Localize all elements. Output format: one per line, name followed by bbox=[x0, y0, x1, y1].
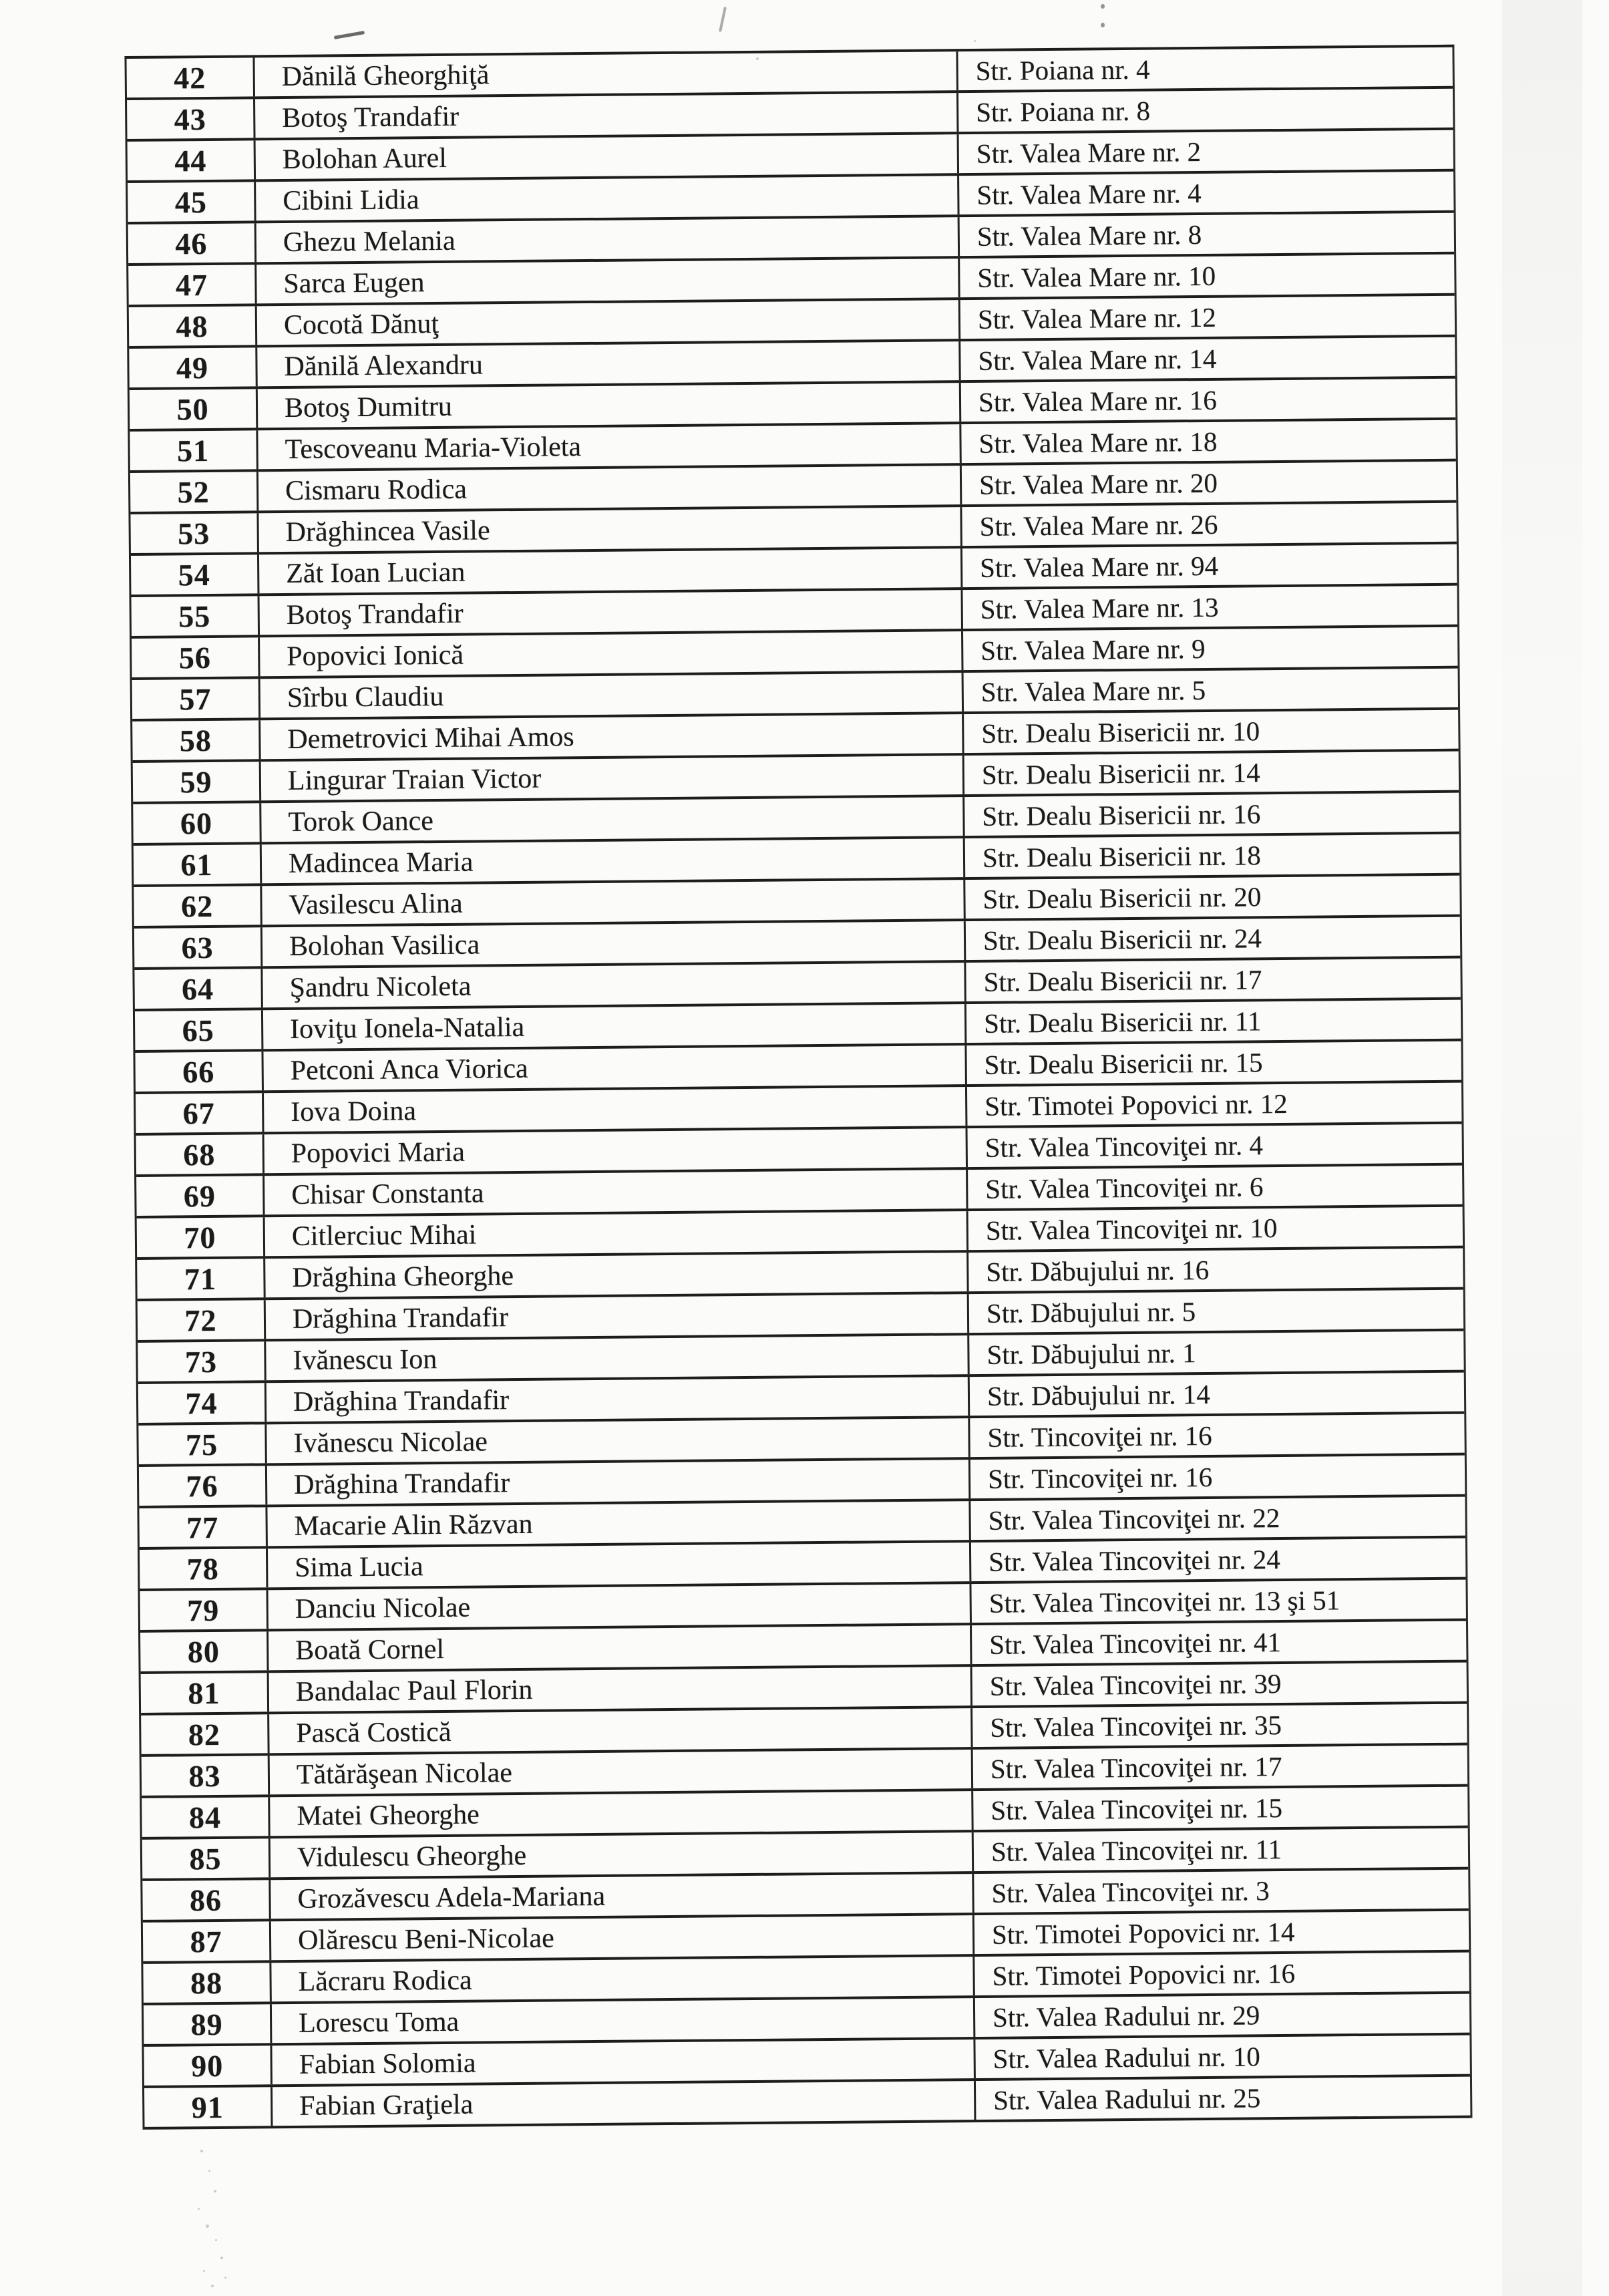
street-address: Str. Dealu Bisericii nr. 16 bbox=[982, 798, 1261, 832]
person-name: Iova Doina bbox=[264, 1087, 967, 1132]
row-number: 82 bbox=[141, 1714, 269, 1754]
row-number: 69 bbox=[136, 1176, 264, 1216]
street-address: Str. Valea Tincoviţei nr. 13 şi 51 bbox=[989, 1585, 1340, 1619]
person-name: Citlerciuc Mihai bbox=[265, 1211, 968, 1256]
street-address: Str. Valea Tincoviţei nr. 4 bbox=[985, 1130, 1264, 1163]
row-number: 52 bbox=[130, 472, 258, 512]
row-number: 71 bbox=[137, 1259, 265, 1299]
row-number: 42 bbox=[126, 57, 254, 98]
street-address: Str. Valea Mare nr. 20 bbox=[978, 467, 1218, 500]
person-name: Botoş Trandafir bbox=[255, 93, 958, 138]
street-address: Str. Valea Tincoviţei nr. 35 bbox=[990, 1709, 1282, 1743]
person-name: Vasilescu Alina bbox=[262, 880, 965, 925]
street-address: Str. Valea Mare nr. 26 bbox=[979, 508, 1218, 542]
person-name: Bandalac Paul Florin bbox=[269, 1667, 972, 1711]
row-number: 89 bbox=[144, 2004, 272, 2044]
person-name: Cismaru Rodica bbox=[258, 466, 962, 510]
street-address: Str. Dealu Bisericii nr. 20 bbox=[982, 881, 1262, 915]
row-number: 90 bbox=[144, 2045, 272, 2086]
street-address: Str. Valea Mare nr. 18 bbox=[978, 426, 1218, 459]
scan-speck-artifact bbox=[974, 40, 976, 42]
row-number: 91 bbox=[144, 2087, 273, 2127]
row-number: 77 bbox=[139, 1507, 267, 1547]
row-number: 43 bbox=[127, 99, 255, 139]
person-name: Popovici Ionică bbox=[260, 631, 963, 676]
street-address: Str. Dăbujului nr. 1 bbox=[987, 1337, 1196, 1370]
row-number: 64 bbox=[134, 969, 262, 1009]
row-number: 65 bbox=[135, 1010, 263, 1050]
row-number: 57 bbox=[132, 679, 260, 719]
person-name: Ioviţu Ionela-Natalia bbox=[263, 1004, 966, 1049]
person-name: Tescoveanu Maria-Violeta bbox=[258, 424, 961, 469]
scan-speck-artifact bbox=[211, 2285, 214, 2287]
row-number: 85 bbox=[142, 1838, 271, 1878]
row-number: 61 bbox=[134, 844, 262, 884]
row-number: 60 bbox=[133, 803, 261, 843]
person-name: Dănilă Gheorghiţă bbox=[254, 51, 958, 96]
street-address: Str. Valea Tincoviţei nr. 41 bbox=[989, 1627, 1282, 1660]
person-name: Cibini Lidia bbox=[256, 176, 959, 220]
person-name: Fabian Solomia bbox=[272, 2039, 975, 2084]
row-number: 76 bbox=[139, 1466, 267, 1506]
person-name: Lăcraru Rodica bbox=[271, 1957, 974, 2001]
scan-speck-artifact bbox=[206, 2225, 209, 2228]
person-name: Petconi Anca Viorica bbox=[263, 1045, 966, 1090]
person-name: Popovici Maria bbox=[264, 1128, 968, 1173]
row-number: 48 bbox=[129, 306, 257, 346]
person-name: Fabian Graţiela bbox=[273, 2081, 976, 2126]
street-address: Str. Valea Mare nr. 16 bbox=[978, 384, 1218, 418]
street-address: Str. Valea Tincoviţei nr. 10 bbox=[985, 1212, 1278, 1246]
row-number: 66 bbox=[135, 1051, 263, 1092]
person-name: Boată Cornel bbox=[269, 1625, 972, 1670]
street-address: Str. Poiana nr. 4 bbox=[975, 53, 1150, 86]
person-name: Drăghina Trandafir bbox=[266, 1294, 969, 1339]
row-number: 68 bbox=[136, 1134, 264, 1174]
street-address: Str. Valea Tincoviţei nr. 22 bbox=[988, 1502, 1280, 1536]
person-name: Botoş Trandafir bbox=[260, 590, 963, 635]
row-number: 86 bbox=[142, 1880, 271, 1920]
row-number: 44 bbox=[128, 140, 256, 180]
person-name: Tătărăşean Nicolae bbox=[270, 1750, 973, 1794]
row-number: 87 bbox=[143, 1921, 271, 1961]
street-address: Str. Dealu Bisericii nr. 24 bbox=[982, 923, 1262, 956]
person-name: Vidulescu Gheorghe bbox=[271, 1832, 974, 1877]
row-number: 67 bbox=[136, 1093, 264, 1133]
row-number: 55 bbox=[132, 596, 260, 636]
street-address: Str. Valea Mare nr. 13 bbox=[980, 591, 1219, 625]
person-name: Dănilă Alexandru bbox=[257, 341, 960, 386]
person-name: Drăghina Gheorghe bbox=[265, 1253, 968, 1297]
row-number: 72 bbox=[138, 1300, 266, 1340]
street-address: Str. Valea Radului nr. 10 bbox=[993, 2041, 1260, 2074]
street-address: Str. Dăbujului nr. 16 bbox=[986, 1254, 1210, 1287]
scan-speck-artifact bbox=[215, 2239, 217, 2241]
street-address: Str. Dăbujului nr. 5 bbox=[986, 1296, 1196, 1329]
scan-dash-artifact bbox=[334, 31, 365, 39]
scan-hook-artifact bbox=[719, 7, 727, 32]
row-number: 62 bbox=[134, 886, 262, 926]
person-name: Chisar Constanta bbox=[264, 1170, 968, 1214]
scan-speck-artifact bbox=[208, 2170, 210, 2172]
person-name: Ivănescu Ion bbox=[266, 1335, 969, 1380]
row-number: 45 bbox=[128, 182, 256, 222]
street-address: Str. Dăbujului nr. 14 bbox=[987, 1378, 1210, 1412]
scan-speck-artifact bbox=[200, 2150, 203, 2152]
street-address: Str. Valea Mare nr. 2 bbox=[976, 136, 1202, 169]
person-name: Cocotă Dănuţ bbox=[257, 300, 960, 345]
street-address: Str. Dealu Bisericii nr. 11 bbox=[983, 1005, 1262, 1039]
row-number: 59 bbox=[133, 762, 261, 802]
row-number: 47 bbox=[128, 265, 256, 305]
street-address: Str. Valea Tincoviţei nr. 24 bbox=[988, 1544, 1280, 1577]
street-address: Str. Tincoviţei nr. 16 bbox=[987, 1420, 1212, 1453]
street-address: Str. Valea Tincoviţei nr. 17 bbox=[990, 1751, 1282, 1784]
person-name: Olărescu Beni-Nicolae bbox=[271, 1915, 974, 1960]
street-address: Str. Tincoviţei nr. 16 bbox=[987, 1461, 1213, 1494]
person-name: Lingurar Traian Victor bbox=[261, 756, 964, 800]
street-address: Str. Timotei Popovici nr. 14 bbox=[991, 1916, 1295, 1950]
person-name: Sima Lucia bbox=[268, 1542, 971, 1587]
name-address-table bbox=[124, 45, 1472, 2130]
person-name: Zăt Ioan Lucian bbox=[259, 548, 962, 593]
row-number: 81 bbox=[141, 1673, 269, 1713]
street-address: Str. Dealu Bisericii nr. 10 bbox=[981, 715, 1260, 749]
street-address: Str. Valea Mare nr. 5 bbox=[980, 674, 1206, 707]
street-address: Str. Valea Mare nr. 4 bbox=[976, 177, 1202, 210]
street-address: Str. Poiana nr. 8 bbox=[976, 95, 1151, 128]
person-name: Drăghina Trandafir bbox=[267, 1460, 970, 1504]
street-address: Str. Valea Tincoviţei nr. 15 bbox=[991, 1792, 1283, 1826]
scan-speck-artifact bbox=[214, 2190, 216, 2192]
row-number: 70 bbox=[137, 1217, 265, 1257]
street-address: Str. Valea Tincoviţei nr. 11 bbox=[991, 1834, 1282, 1867]
street-address: Str. Dealu Bisericii nr. 14 bbox=[981, 757, 1260, 790]
street-address: Str. Valea Mare nr. 9 bbox=[980, 633, 1206, 666]
person-name: Pască Costică bbox=[269, 1708, 972, 1753]
person-name: Macarie Alin Răzvan bbox=[267, 1501, 970, 1546]
row-number: 84 bbox=[142, 1797, 270, 1837]
row-number: 51 bbox=[130, 430, 258, 470]
street-address: Str. Valea Mare nr. 12 bbox=[977, 301, 1216, 335]
row-number: 83 bbox=[142, 1756, 270, 1796]
scan-speck-artifact bbox=[224, 2277, 226, 2279]
street-address: Str. Valea Tincoviţei nr. 39 bbox=[989, 1668, 1282, 1701]
person-name: Ghezu Melania bbox=[256, 217, 960, 262]
scanner-streak-artifact bbox=[1502, 0, 1582, 2296]
person-name: Torok Oance bbox=[261, 797, 964, 842]
street-address: Str. Dealu Bisericii nr. 18 bbox=[982, 840, 1261, 873]
row-number: 79 bbox=[140, 1590, 269, 1630]
row-number: 54 bbox=[131, 554, 259, 595]
street-address: Str. Valea Radului nr. 25 bbox=[993, 2082, 1261, 2116]
row-number: 88 bbox=[143, 1963, 271, 2003]
street-address: Str. Valea Tincoviţei nr. 6 bbox=[985, 1171, 1264, 1204]
row-number: 53 bbox=[130, 513, 258, 553]
street-address: Str. Dealu Bisericii nr. 15 bbox=[984, 1047, 1263, 1080]
scan-speck-artifact bbox=[203, 2270, 205, 2272]
street-address: Str. Valea Tincoviţei nr. 3 bbox=[991, 1875, 1270, 1909]
street-address: Str. Valea Mare nr. 94 bbox=[979, 550, 1219, 583]
scan-speck-artifact bbox=[198, 2208, 200, 2210]
row-number: 56 bbox=[132, 637, 260, 677]
person-name: Grozăvescu Adela-Mariana bbox=[271, 1874, 974, 1919]
row-number: 73 bbox=[138, 1341, 266, 1381]
row-number: 49 bbox=[129, 347, 257, 387]
person-name: Şandru Nicoleta bbox=[262, 963, 966, 1007]
street-address: Str. Valea Mare nr. 14 bbox=[978, 343, 1217, 376]
person-name: Matei Gheorghe bbox=[270, 1791, 973, 1836]
street-address: Str. Timotei Popovici nr. 16 bbox=[992, 1957, 1296, 1991]
scan-speck-artifact bbox=[220, 2257, 223, 2259]
person-name: Bolohan Vasilica bbox=[262, 921, 966, 966]
person-name: Bolohan Aurel bbox=[256, 134, 959, 179]
street-address: Str. Timotei Popovici nr. 12 bbox=[985, 1088, 1288, 1122]
person-name: Madincea Maria bbox=[262, 838, 965, 883]
person-name: Drăghina Trandafir bbox=[266, 1377, 970, 1422]
row-number: 63 bbox=[134, 927, 262, 967]
person-name: Drăghincea Vasile bbox=[258, 507, 962, 552]
street-address: Str. Valea Mare nr. 10 bbox=[977, 260, 1216, 293]
street-address: Str. Valea Mare nr. 8 bbox=[976, 218, 1202, 252]
scan-speck-artifact bbox=[1101, 4, 1105, 9]
person-name: Botoş Dumitru bbox=[258, 383, 961, 428]
row-number: 80 bbox=[140, 1631, 269, 1671]
row-number: 58 bbox=[132, 720, 260, 760]
row-number: 74 bbox=[138, 1383, 266, 1423]
person-name: Danciu Nicolae bbox=[269, 1584, 972, 1629]
person-name: Lorescu Toma bbox=[272, 1998, 975, 2043]
street-address: Str. Valea Radului nr. 29 bbox=[992, 1999, 1260, 2033]
person-name: Sîrbu Claudiu bbox=[260, 673, 964, 717]
street-address: Str. Dealu Bisericii nr. 17 bbox=[983, 964, 1262, 997]
row-number: 46 bbox=[128, 223, 256, 263]
person-name: Demetrovici Mihai Amos bbox=[260, 714, 964, 759]
person-name: Ivănescu Nicolae bbox=[266, 1418, 970, 1463]
scan-speck-artifact bbox=[1101, 23, 1105, 27]
row-number: 50 bbox=[130, 389, 258, 429]
row-number: 75 bbox=[138, 1424, 266, 1464]
row-number: 78 bbox=[140, 1548, 268, 1589]
person-name: Sarca Eugen bbox=[256, 259, 960, 303]
